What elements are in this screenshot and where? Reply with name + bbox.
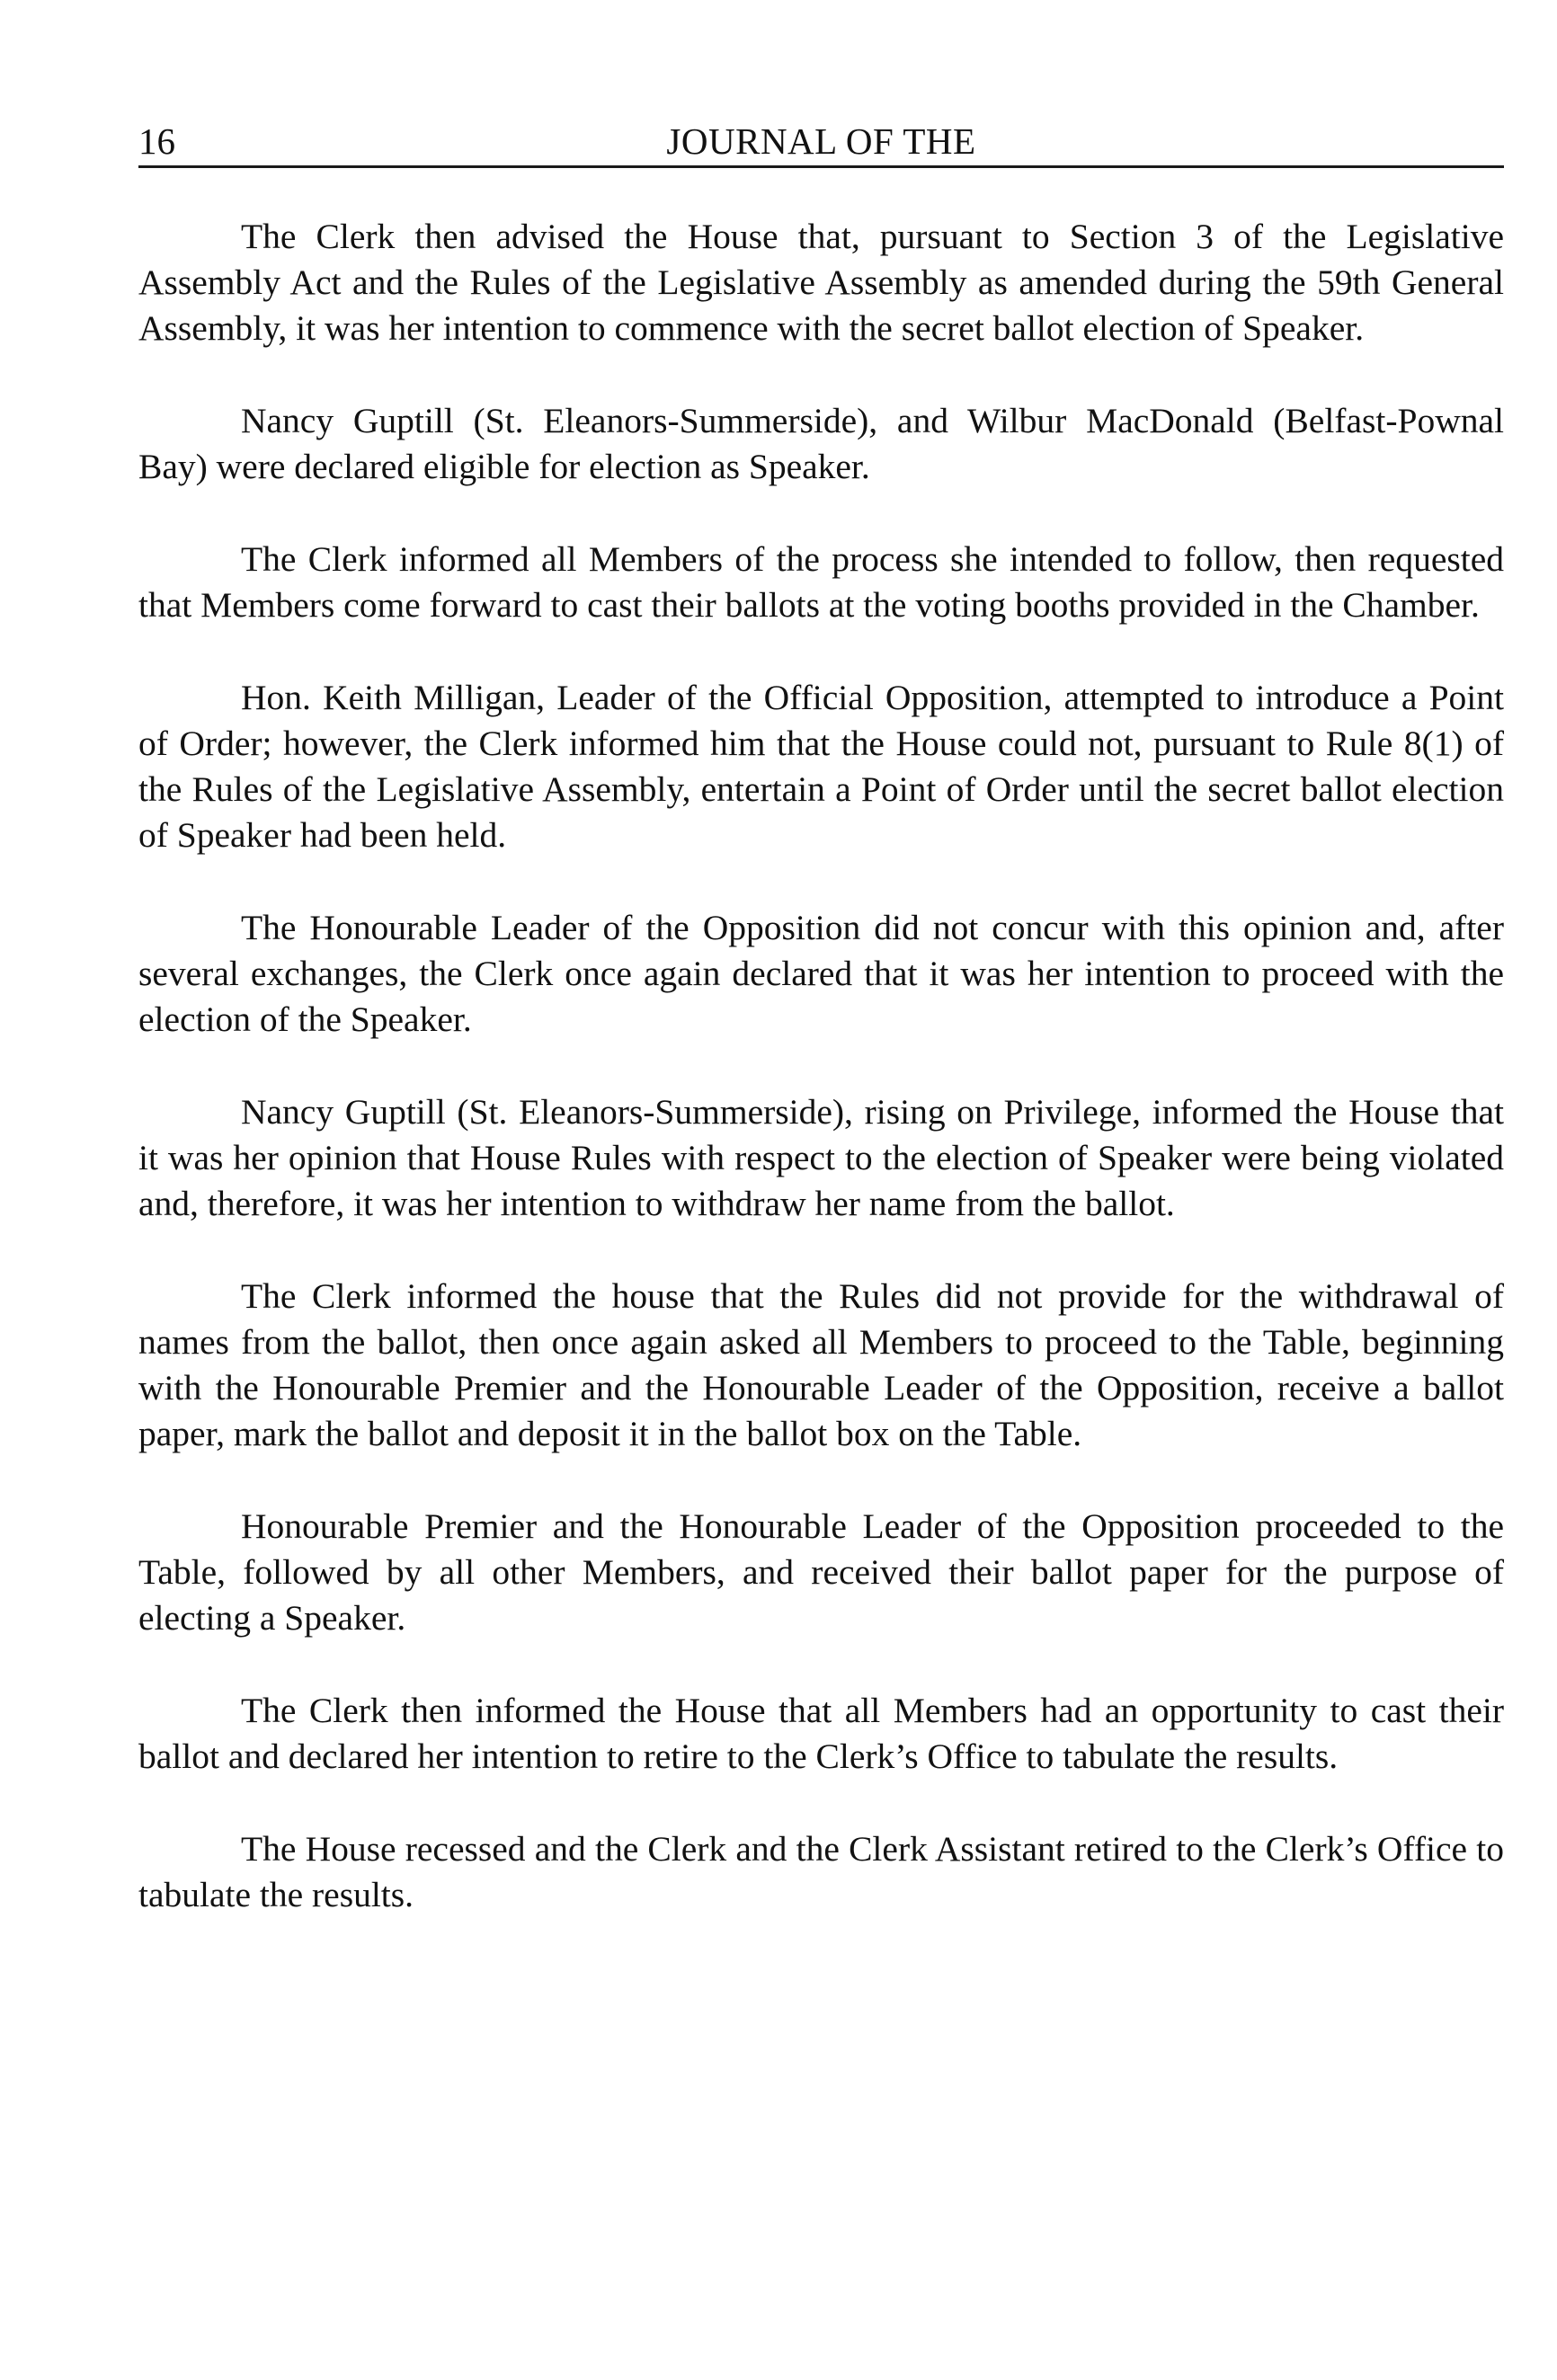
paragraph-house-recessed: The House recessed and the Clerk and the Clerk Assistant retired to the Clerk’s Office to tabulate the results. bbox=[138, 1829, 1504, 1914]
paragraph-clerk-advised: The Clerk then advised the House that, pursuant to Section 3 of the Legislative Assembly Act and the Rules of the Legislative Assembly as amended during the 59th General Assembly, it was her intention to commence with the secret ballot election of Speaker. bbox=[138, 217, 1504, 348]
paragraph-ballot-instructions: The Clerk informed the house that the Rules did not provide for the withdrawal of names from the ballot, then once again asked all Members to proceed to the Table, beginning with the Honourable Premier and the Honourable Leader of the Opposition, receive a ballot paper, mark the ballot and deposit it in the ballot box on the Table. bbox=[138, 1276, 1504, 1453]
paragraph-eligible-candidates: Nancy Guptill (St. Eleanors-Summerside), and Wilbur MacDonald (Belfast-Pownal Bay) were declared eligible for election as Speaker. bbox=[138, 401, 1504, 486]
page-number: 16 bbox=[138, 120, 175, 162]
paragraph-opposition-objection: The Honourable Leader of the Opposition did not concur with this opinion and, after several exchanges, the Clerk once again declared that it was her intention to proceed with the election of the Speaker. bbox=[138, 908, 1504, 1039]
paragraph-voting-process: The Clerk informed all Members of the process she intended to follow, then requested that Members come forward to cast their ballots at the voting booths provided in the Chamber. bbox=[138, 539, 1504, 625]
journal-body bbox=[138, 214, 1504, 1965]
paragraph-members-voted: Honourable Premier and the Honourable Leader of the Opposition proceeded to the Table, followed by all other Members, and received their ballot paper for the purpose of electing a Speaker. bbox=[138, 1506, 1504, 1638]
paragraph-point-of-order: Hon. Keith Milligan, Leader of the Official Opposition, attempted to introduce a Point of Order; however, the Clerk informed him that the House could not, pursuant to Rule 8(1) of the Rules of the Legislative Assembly, entertain a Point of Order until the secret ballot election of Speaker had been held. bbox=[138, 678, 1504, 855]
running-header bbox=[138, 115, 1504, 168]
running-title: JOURNAL OF THE bbox=[666, 120, 976, 162]
paragraph-tabulation-notice: The Clerk then informed the House that all Members had an opportunity to cast their ballot and declared her intention to retire to the Clerk’s Office to tabulate the results. bbox=[138, 1691, 1504, 1776]
paragraph-privilege-withdrawal: Nancy Guptill (St. Eleanors-Summerside), rising on Privilege, informed the House that it was her opinion that House Rules with respect to the election of Speaker were being violated and, therefore, it was her intention to withdraw her name from the ballot. bbox=[138, 1092, 1504, 1223]
